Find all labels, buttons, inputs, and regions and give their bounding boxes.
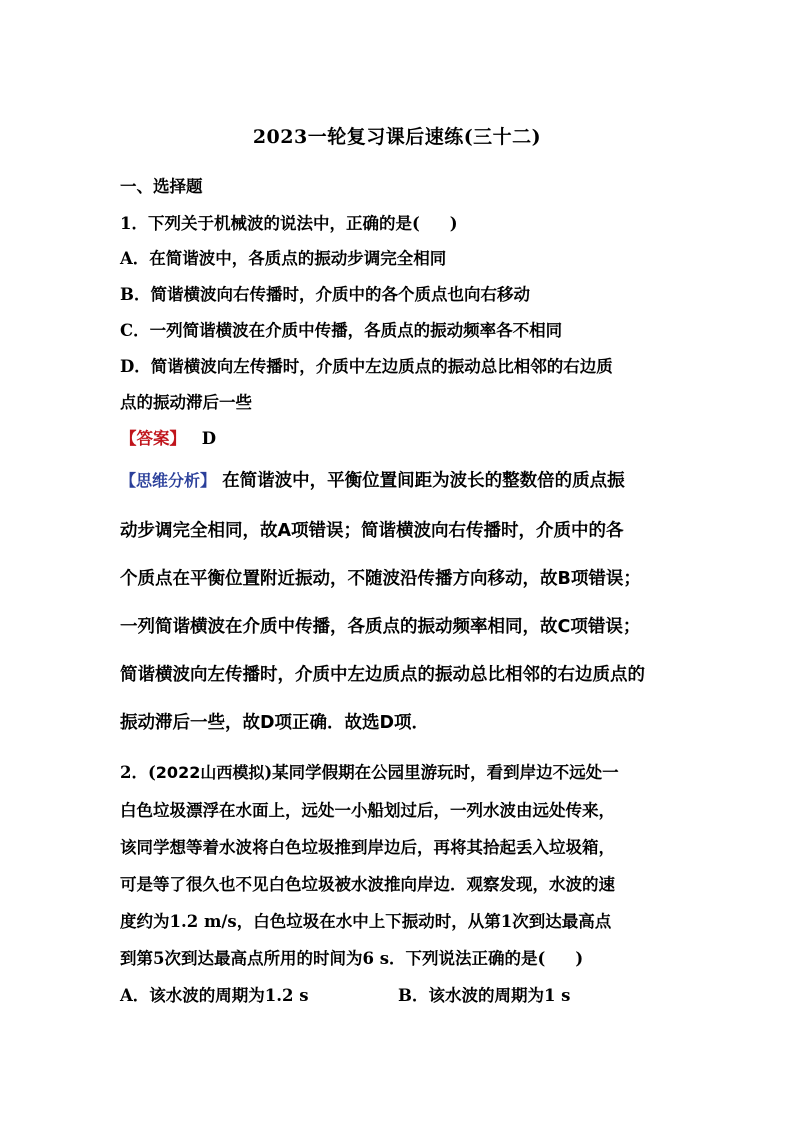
question-2-line-1	[120, 762, 680, 784]
analysis-line-2: 动步调完全相同，故A项错误；简谐横波向右传播时，介质中的各	[120, 521, 624, 541]
question-2-line-2: 白色垃圾漂浮在水面上，远处一小船划过后，一列水波由远处传来，	[120, 801, 615, 820]
question-2-stem-close: )	[575, 949, 584, 968]
question-1-option-c: C．一列简谐横波在介质中传播，各质点的振动频率各不相同	[120, 321, 563, 340]
analysis-line-3: 个质点在平衡位置附近振动，不随波沿传播方向移动，故B项错误；	[120, 569, 641, 589]
question-2-number: 2．(	[120, 763, 156, 782]
question-2-line-6	[120, 948, 680, 970]
answer-value: D	[201, 429, 217, 448]
question-2-option-b: B．该水波的周期为1 s	[398, 986, 571, 1005]
analysis-text-1: 在简谐波中，平衡位置间距为波长的整数倍的质点振	[222, 471, 625, 491]
answer-line	[120, 428, 680, 450]
analysis-line-5: 简谐横波向左传播时，介质中左边质点的振动总比相邻的右边质点的	[120, 665, 645, 685]
answer-tag: 【答案】	[120, 429, 186, 448]
question-2-line-3: 该同学想等着水波将白色垃圾推到岸边后，再将其拾起丢入垃圾箱，	[120, 838, 615, 857]
analysis-line-6: 振动滞后一些，故D项正确．故选D项．	[120, 713, 430, 733]
question-2-option-a: A．该水波的周期为1.2 s	[120, 986, 309, 1005]
analysis-line-4: 一列简谐横波在介质中传播，各质点的振动频率相同，故C项错误；	[120, 617, 641, 637]
analysis-line-1	[120, 470, 680, 492]
page-title: 2023一轮复习课后速练(三十二)	[252, 126, 542, 148]
analysis-tag: 【思维分析】	[120, 471, 217, 490]
question-1-stem-close: )	[449, 214, 458, 233]
question-1-option-d: D．简谐横波向左传播时，介质中左边质点的振动总比相邻的右边质	[120, 357, 613, 376]
question-1-stem-text: 1．下列关于机械波的说法中，正确的是(	[120, 214, 420, 233]
question-1-option-a: A．在简谐波中，各质点的振动步调完全相同	[120, 249, 447, 268]
question-2-text-6: 到第5次到达最高点所用的时间为6 s．下列说法正确的是(	[120, 949, 546, 968]
question-1-stem	[120, 213, 680, 235]
question-2-source: 2022山西模拟	[155, 763, 265, 782]
question-2-line-5: 度约为1.2 m/s，白色垃圾在水中上下振动时，从第1次到达最高点	[120, 912, 612, 931]
question-1-option-b: B．简谐横波向右传播时，介质中的各个质点也向右移动	[120, 285, 530, 304]
question-2-line-4: 可是等了很久也不见白色垃圾被水波推向岸边．观察发现，水波的速	[120, 875, 615, 894]
question-2-text-1: )某同学假期在公园里游玩时，看到岸边不远处一	[264, 763, 619, 782]
question-1-option-d-continued: 点的振动滞后一些	[120, 393, 252, 412]
section-heading: 一、选择题	[120, 177, 203, 196]
